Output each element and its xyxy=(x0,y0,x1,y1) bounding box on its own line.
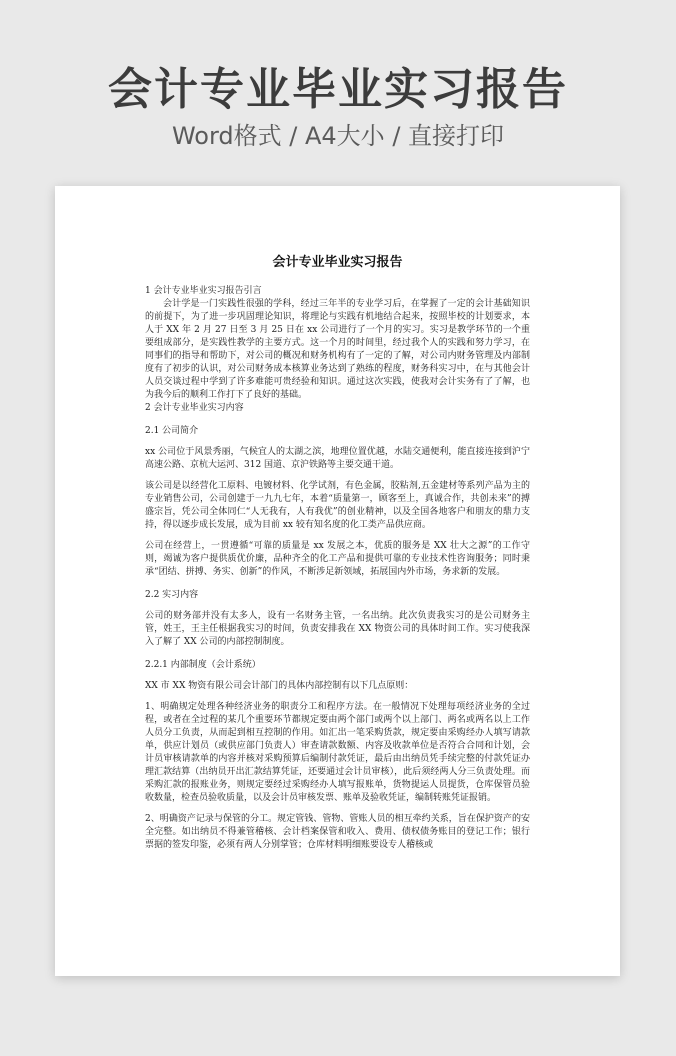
paragraph: 2、明确资产记录与保管的分工。规定管钱、管物、管账人员的相互牵约关系，旨在保护资产的安全完整。如出纳员不得兼管稽核、会计档案保管和收入、费用、债权债务账目的登记工作；银行票据的签发印鉴，必须有两人分别掌管；仓库材料明细账要设专人稽核或 xyxy=(145,814,530,850)
banner-title: 会计专业毕业实习报告 xyxy=(108,64,568,115)
document-title: 会计专业毕业实习报告 xyxy=(272,255,403,270)
paragraph: 会计学是一门实践性很强的学科，经过三年半的专业学习后，在掌握了一定的会计基础知识的前提下，为了进一步巩固理论知识，将理论与实践有机地结合起来，按照毕校的计划要求，本人于 XX 年 2 月 27 日至 3 月 25 日在 xx 公司进行了一个月的实习。实习是教学环节的一个重要组成部分，是实践性教学的主要方式。这一个月的时间里，经过我个人的实践和努力学习，在同事们的指导和帮助下，对公司的概况和财务机构有了一定的了解，对公司内财务管理及内部制度有了初步的认识，对公司财务成本核算业务达到了熟练的程度，财务科实习中，在与其他会计人员交谈过程中学到了许多难能可贵经验和知识。通过这次实践，使我对会计实务有了了解，也为我今后的顺利工作打下了良好的基础。 xyxy=(145,299,530,400)
subsection-heading: 2.1 公司简介 xyxy=(145,426,199,436)
paragraph: 1、明确规定处理各种经济业务的职责分工和程序方法。在一般情况下处理每项经济业务的全过程，或者在全过程的某几个重要环节都规定要由两个部门或两个以上部门、两名或两名以上工作人员分工负责，从而起到相互控制的作用。如汇出一笔采购货款，规定要由采购经办人填写请款单，供应计划员（或供应部门负责人）审查请款数额、内容及收款单位是否符合合同和计划，会计员审核请款单的内容并核对采购预算后编制付款凭证，最后由出纳员凭手续完整的付款凭证办理汇款结算（出纳员开出汇款结算凭证，还要通过会计员审核），此后须经两人分三负责处理。而采购汇款的报账业务，则规定要经过采购经办人填写报账单，货物提运人员提货，仓库保管员验收数量，检查员验收质量，以及会计员审核发票、账单及验收凭证，编制转账凭证报销。 xyxy=(145,702,530,803)
paragraph: xx 公司位于风景秀丽，气候宜人的太湖之滨，地理位置优越，水陆交通便利，能直接连接到沪宁高速公路、京杭大运河、312 国道、京沪铁路等主要交通干道。 xyxy=(145,447,530,470)
banner-subtitle: Word格式 / A4大小 / 直接打印 xyxy=(171,122,505,150)
subsection-heading: 2.2.1 内部制度（会计系统） xyxy=(145,660,261,670)
subsection-heading: 2.2 实习内容 xyxy=(145,590,199,600)
document-page xyxy=(55,186,620,976)
section-heading: 1 会计专业毕业实习报告引言 xyxy=(145,286,262,296)
paragraph: 公司的财务部并没有太多人，设有一名财务主管，一名出纳。此次负责我实习的是公司财务主管，姓王，王主任根据我实习的时间，负责安排我在 XX 物资公司的具体时间工作。实习使我深入了解了 XX 公司的内部控制制度。 xyxy=(145,611,530,647)
section-heading: 2 会计专业毕业实习内容 xyxy=(145,403,244,413)
document-content xyxy=(145,256,530,860)
paragraph: XX 市 XX 物资有限公司会计部门的具体内部控制有以下几点原则： xyxy=(145,681,414,691)
paragraph: 该公司是以经营化工原料、电镀材料、化学试剂，有色金属，胶粘剂,五金建材等系列产品为主的专业销售公司，公司创建于一九九七年，本着“质量第一，顾客至上，真诚合作，共创未来”的搏盛宗旨，凭公司全体同仁“人无我有，人有我优”的创业精神，以及全国各地客户和朋友的鼎力支持，得以逐步成长发展，成为目前 xx 较有知名度的化工类产品供应商。 xyxy=(145,481,530,530)
paragraph: 公司在经营上，一贯遵循“可靠的质量是 xx 发展之本，优质的服务是 XX 壮大之源”的工作守则，竭诚为客户提供质优价廉，品种齐全的化工产品和提供可靠的专业技术性咨询服务；同时秉承“团结、拼搏、务实、创新”的作风，不断涉足新领域，拓展国内外市场，务求新的发展。 xyxy=(145,541,530,577)
